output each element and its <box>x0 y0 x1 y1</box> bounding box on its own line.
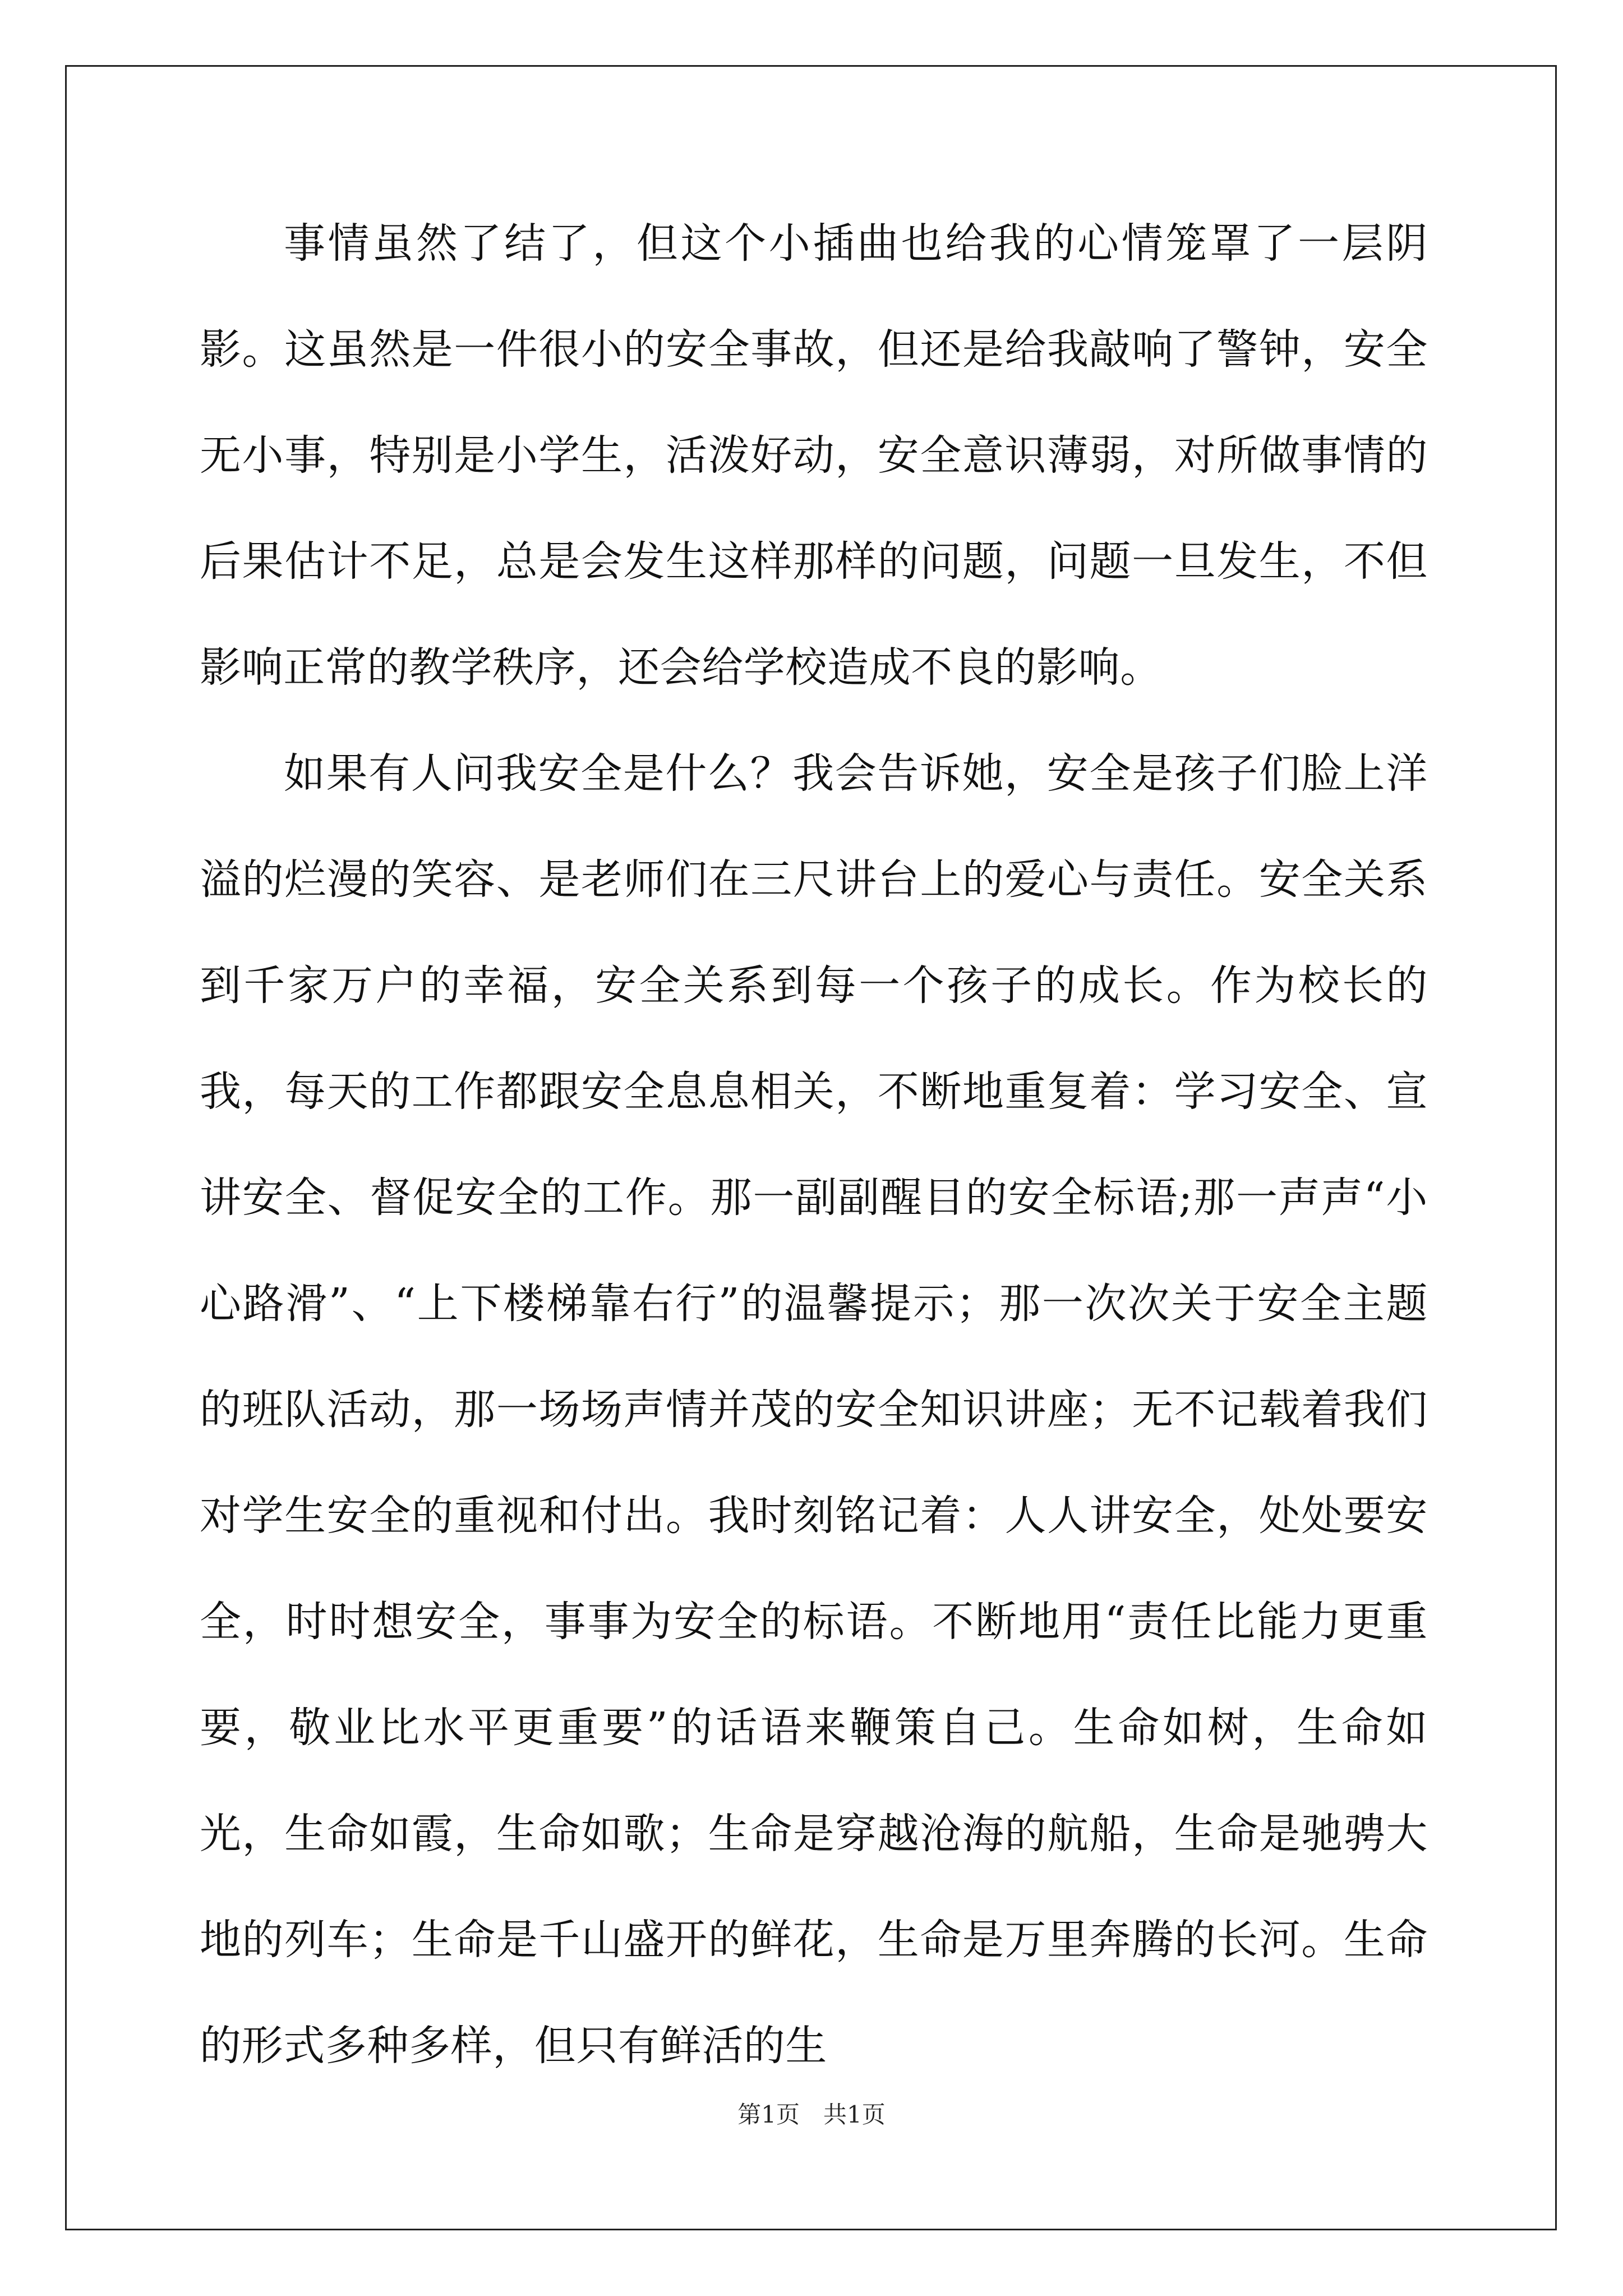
page-number-footer: 第1页 共1页 <box>737 2101 886 2128</box>
document-body <box>200 191 1428 2099</box>
paragraph-2: 如果有人问我安全是什么？我会告诉她，安全是孩子们脸上洋溢的烂漫的笑容、是老师们在三尺讲台上的爱心与责任。安全关系到千家万户的幸福，安全关系到每一个孩子的成长。作为校长的我，每天的工作都跟安全息息相关，不断地重复着：学习安全、宣讲安全、督促安全的工作。那一副副醒目的安全标语;那一声声“小心路滑”、“上下楼梯靠右行”的温馨提示；那一次次关于安全主题的班队活动，那一场场声情并茂的安全知识讲座；无不记载着我们对学生安全的重视和付出。我时刻铭记着：人人讲安全，处处要安全，时时想安全，事事为安全的标语。不断地用“责任比能力更重要，敬业比水平更重要”的话语来鞭策自己。生命如树，生命如光，生命如霞，生命如歌；生命是穿越沧海的航船，生命是驰骋大地的列车；生命是千山盛开的鲜花，生命是万里奔腾的长河。生命的形式多种多样，但只有鲜活的生 <box>200 749 1428 2070</box>
paragraph-1: 事情虽然了结了，但这个小插曲也给我的心情笼罩了一层阴影。这虽然是一件很小的安全事故，但还是给我敲响了警钟，安全无小事，特别是小学生，活泼好动，安全意识薄弱，对所做事情的后果估计不足，总是会发生这样那样的问题，问题一旦发生，不但影响正常的教学秩序，还会给学校造成不良的影响。 <box>200 219 1428 692</box>
